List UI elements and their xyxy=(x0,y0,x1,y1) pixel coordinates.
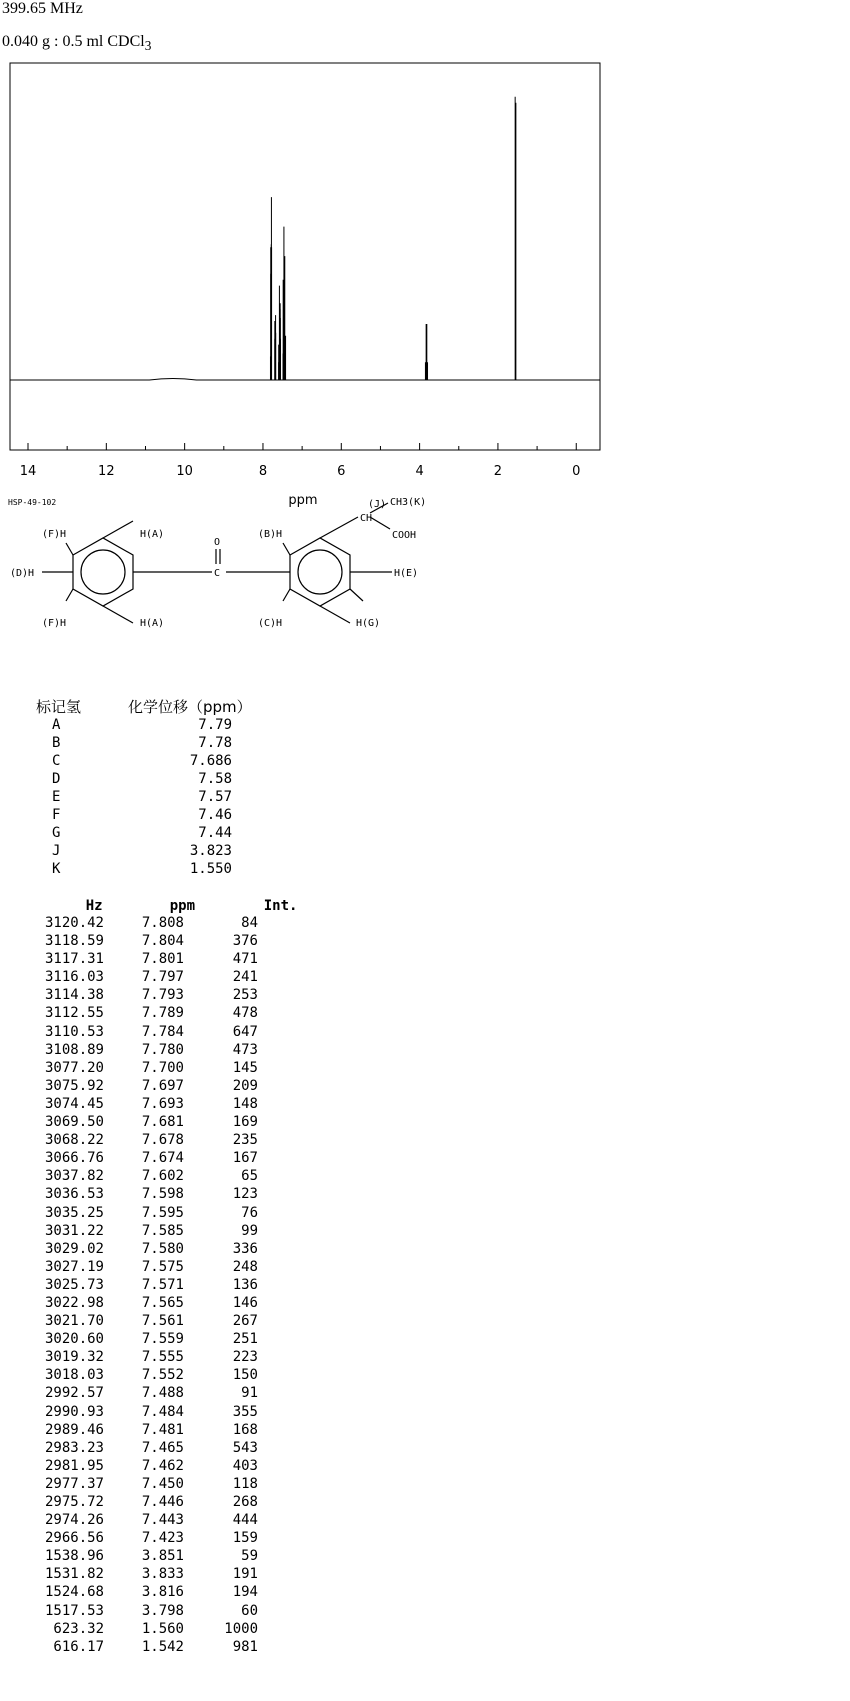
peak-hz: 3020.60 xyxy=(44,1331,104,1348)
peak-ppm: 7.697 xyxy=(141,1077,184,1094)
assignment-label: B xyxy=(52,735,61,751)
peak-ppm: 7.808 xyxy=(141,915,184,931)
peak-ppm: 7.595 xyxy=(141,1204,184,1221)
peak-hz: 2989.46 xyxy=(44,1421,104,1438)
bond xyxy=(66,543,73,555)
label-C: C xyxy=(214,568,221,579)
peak-int: 267 xyxy=(232,1313,258,1330)
peak-hz: 616.17 xyxy=(53,1638,104,1655)
assignment-row xyxy=(36,770,252,788)
peak-int: 248 xyxy=(232,1258,258,1275)
peak-list-table xyxy=(30,882,320,1656)
assignment-header xyxy=(36,696,252,716)
peak-int: 209 xyxy=(232,1077,258,1094)
peak-ppm: 1.542 xyxy=(141,1638,184,1655)
peak-ppm: 7.555 xyxy=(141,1349,184,1366)
bond xyxy=(103,606,133,623)
nmr-spectrum-chart xyxy=(0,60,620,510)
peak-ppm: 7.789 xyxy=(141,1005,184,1022)
peak-hz: 3036.53 xyxy=(44,1186,104,1203)
peak-hz: 3069.50 xyxy=(44,1114,104,1131)
peak-int: 84 xyxy=(241,915,258,931)
peak-int: 145 xyxy=(232,1059,258,1076)
assignment-label: C xyxy=(52,753,61,769)
sample-id: HSP-49-102 xyxy=(8,498,57,507)
peak-hz: 3025.73 xyxy=(44,1276,104,1293)
peak-row xyxy=(30,1475,320,1493)
peak-ppm: 7.484 xyxy=(141,1403,184,1420)
right-ring-circle xyxy=(298,550,342,594)
peak-hz: 3108.89 xyxy=(44,1041,104,1058)
peak-row xyxy=(30,1547,320,1565)
peak-ppm: 7.488 xyxy=(141,1385,184,1402)
peak-int: 167 xyxy=(232,1150,258,1167)
peak-hz: 3112.55 xyxy=(44,1005,104,1022)
peak-row xyxy=(30,1439,320,1457)
peak-row xyxy=(30,1095,320,1113)
peak-row xyxy=(30,986,320,1004)
peak-ppm: 7.580 xyxy=(141,1240,184,1257)
peak-row xyxy=(30,1167,320,1185)
label-C-ring: (C)H xyxy=(258,618,283,629)
peak-row xyxy=(30,1330,320,1348)
bond xyxy=(350,589,363,601)
peak-ppm: 7.700 xyxy=(141,1059,184,1076)
label-F-top: (F)H xyxy=(42,529,67,540)
peak-row xyxy=(30,914,320,932)
peak-int: 59 xyxy=(241,1548,258,1565)
peak-hz: 3035.25 xyxy=(44,1204,104,1221)
peak-row xyxy=(30,1403,320,1421)
bond xyxy=(283,543,290,555)
peak-int: 336 xyxy=(232,1240,258,1257)
assignment-shift: 3.823 xyxy=(189,843,232,859)
peak-ppm: 7.565 xyxy=(141,1294,184,1311)
peak-ppm: 7.674 xyxy=(141,1150,184,1167)
bond xyxy=(320,606,350,623)
header-int: Int. xyxy=(263,898,298,914)
peak-hz: 2983.23 xyxy=(44,1439,104,1456)
assignment-label: D xyxy=(52,771,61,787)
peak-int: 241 xyxy=(232,969,258,986)
assignment-shift: 7.57 xyxy=(198,789,232,805)
x-tick-label: 12 xyxy=(98,464,115,479)
peak-row xyxy=(30,1529,320,1547)
peak-int: 253 xyxy=(232,987,258,1004)
peak-hz: 3022.98 xyxy=(44,1294,104,1311)
peak-hz: 3068.22 xyxy=(44,1132,104,1149)
spectrometer-frequency: 399.65 MHz xyxy=(2,0,83,17)
peak-row xyxy=(30,1077,320,1095)
x-tick-label: 6 xyxy=(337,464,346,479)
peak-ppm: 7.552 xyxy=(141,1367,184,1384)
peak-row xyxy=(30,1421,320,1439)
label-CH3-K: CH3(K) xyxy=(390,497,427,508)
peak-int: 169 xyxy=(232,1114,258,1131)
peak-hz: 3066.76 xyxy=(44,1150,104,1167)
assignment-label: A xyxy=(52,717,61,733)
x-tick-label: 4 xyxy=(415,464,424,479)
peak-row xyxy=(30,1004,320,1022)
peak-ppm: 7.465 xyxy=(141,1439,184,1456)
assignment-label: G xyxy=(52,825,61,841)
peak-ppm: 7.450 xyxy=(141,1475,184,1492)
peak-int: 647 xyxy=(232,1023,258,1040)
assignment-label: K xyxy=(52,861,61,877)
left-benzene-ring xyxy=(73,538,133,606)
peak-ppm: 7.797 xyxy=(141,969,184,986)
peak-row xyxy=(30,1131,320,1149)
peak-hz: 3117.31 xyxy=(44,951,104,968)
header-label: 标记氢 xyxy=(36,698,82,716)
peak-hz: 3116.03 xyxy=(44,969,104,986)
peak-int: 65 xyxy=(241,1168,258,1185)
assignment-row xyxy=(36,842,252,860)
peak-int: 76 xyxy=(241,1204,258,1221)
peak-hz: 2977.37 xyxy=(44,1475,104,1492)
assignment-shift: 7.78 xyxy=(198,735,232,751)
peak-ppm: 7.681 xyxy=(141,1114,184,1131)
peak-hz: 1538.96 xyxy=(44,1548,104,1565)
sample-concentration-text: 0.040 g : 0.5 ml CDCl xyxy=(2,33,145,50)
bond xyxy=(320,517,358,538)
peak-int: 543 xyxy=(232,1439,258,1456)
peak-hz: 2975.72 xyxy=(44,1494,104,1510)
assignment-label: F xyxy=(52,807,61,823)
peak-ppm: 1.560 xyxy=(141,1620,184,1637)
label-F-bottom: (F)H xyxy=(42,618,67,629)
peak-row xyxy=(30,1348,320,1366)
peak-row xyxy=(30,1294,320,1312)
peak-row xyxy=(30,1583,320,1601)
peak-int: 355 xyxy=(232,1403,258,1420)
label-G: H(G) xyxy=(356,618,381,629)
peak-ppm: 7.481 xyxy=(141,1421,184,1438)
bond xyxy=(283,589,290,601)
peak-ppm: 7.693 xyxy=(141,1095,184,1112)
label-A-bottom: H(A) xyxy=(140,618,165,629)
peak-ppm: 7.559 xyxy=(141,1331,184,1348)
assignment-shift: 7.46 xyxy=(198,807,232,823)
peak-hz: 3120.42 xyxy=(44,915,104,931)
assignment-shift: 7.44 xyxy=(198,825,232,841)
peak-int: 478 xyxy=(232,1005,258,1022)
left-ring-circle xyxy=(81,550,125,594)
peak-row xyxy=(30,1222,320,1240)
peak-hz: 3074.45 xyxy=(44,1095,104,1112)
peak-int: 403 xyxy=(232,1457,258,1474)
peak-hz: 1531.82 xyxy=(44,1566,104,1583)
peak-rows xyxy=(30,914,320,1656)
peak-hz: 2966.56 xyxy=(44,1530,104,1547)
peak-ppm: 7.793 xyxy=(141,987,184,1004)
peak-hz: 2974.26 xyxy=(44,1512,104,1529)
peak-int: 159 xyxy=(232,1530,258,1547)
peak-ppm: 7.602 xyxy=(141,1168,184,1185)
assignment-label: E xyxy=(52,789,61,805)
peak-int: 136 xyxy=(232,1276,258,1293)
label-E: H(E) xyxy=(394,568,419,579)
peak-row xyxy=(30,1113,320,1131)
label-D: (D)H xyxy=(10,568,35,579)
assignment-row xyxy=(36,824,252,842)
peak-hz: 2992.57 xyxy=(44,1385,104,1402)
peak-row xyxy=(30,950,320,968)
assignment-shift: 7.686 xyxy=(189,753,232,769)
peak-ppm: 7.784 xyxy=(141,1023,184,1040)
peak-hz: 3027.19 xyxy=(44,1258,104,1275)
peak-int: 99 xyxy=(241,1222,258,1239)
label-COOH: COOH xyxy=(392,530,417,541)
x-tick-label: 10 xyxy=(176,464,193,479)
peak-hz: 3019.32 xyxy=(44,1349,104,1366)
peak-row xyxy=(30,1384,320,1402)
assignment-row xyxy=(36,860,252,878)
sample-concentration xyxy=(2,33,151,54)
peak-ppm: 7.598 xyxy=(141,1186,184,1203)
bond xyxy=(370,517,390,529)
peak-row xyxy=(30,1041,320,1059)
peak-ppm: 7.571 xyxy=(141,1276,184,1293)
peak-row xyxy=(30,1638,320,1656)
x-tick-label: 0 xyxy=(572,464,581,479)
peak-row xyxy=(30,968,320,986)
assignment-label: J xyxy=(52,843,61,859)
peak-row xyxy=(30,1620,320,1638)
peak-row xyxy=(30,1059,320,1077)
assignment-rows xyxy=(36,716,252,878)
assignment-row xyxy=(36,806,252,824)
assignment-row xyxy=(36,788,252,806)
peak-int: 191 xyxy=(232,1566,258,1583)
peak-hz: 3021.70 xyxy=(44,1313,104,1330)
peak-int: 376 xyxy=(232,933,258,950)
peak-row xyxy=(30,1565,320,1583)
peak-hz: 2990.93 xyxy=(44,1403,104,1420)
header-hz: Hz xyxy=(85,898,103,914)
peak-hz: 3110.53 xyxy=(44,1023,104,1040)
assignment-row xyxy=(36,716,252,734)
x-axis-ticks xyxy=(28,443,576,450)
peak-int: 150 xyxy=(232,1367,258,1384)
peak-ppm: 7.585 xyxy=(141,1222,184,1239)
peak-int: 268 xyxy=(232,1494,258,1510)
header-ppm: ppm xyxy=(169,898,196,914)
peak-row xyxy=(30,932,320,950)
peak-row xyxy=(30,1493,320,1511)
peak-hz: 3029.02 xyxy=(44,1240,104,1257)
peak-row xyxy=(30,1276,320,1294)
peak-hz: 3077.20 xyxy=(44,1059,104,1076)
peak-hz: 3118.59 xyxy=(44,933,104,950)
peak-row xyxy=(30,1366,320,1384)
x-tick-label: 2 xyxy=(493,464,503,479)
label-CH: CH xyxy=(360,513,373,524)
peak-int: 471 xyxy=(232,951,258,968)
peak-int: 235 xyxy=(232,1132,258,1149)
peak-hz: 3114.38 xyxy=(44,987,104,1004)
peak-int: 473 xyxy=(232,1041,258,1058)
peak-row xyxy=(30,1185,320,1203)
peak-hz: 1524.68 xyxy=(44,1584,104,1601)
peak-row xyxy=(30,1240,320,1258)
peak-ppm: 7.801 xyxy=(141,951,184,968)
assignment-shift: 7.79 xyxy=(198,717,232,733)
x-axis-tick-labels xyxy=(20,464,581,479)
peak-row xyxy=(30,1602,320,1620)
assignment-row xyxy=(36,752,252,770)
peak-int: 223 xyxy=(232,1349,258,1366)
label-O: O xyxy=(214,537,221,548)
x-axis-label: ppm xyxy=(288,493,318,508)
shift-assignment-table xyxy=(36,696,252,878)
peak-int: 91 xyxy=(241,1385,258,1402)
peak-int: 1000 xyxy=(224,1620,258,1637)
peak-hz: 2981.95 xyxy=(44,1457,104,1474)
peak-int: 146 xyxy=(232,1294,258,1311)
peak-int: 444 xyxy=(232,1512,258,1529)
label-B: (B)H xyxy=(258,529,283,540)
peak-ppm: 7.446 xyxy=(141,1494,184,1510)
peak-ppm: 7.443 xyxy=(141,1512,184,1529)
peak-table-header xyxy=(30,882,320,914)
peak-ppm: 7.678 xyxy=(141,1132,184,1149)
peak-ppm: 3.816 xyxy=(141,1584,184,1601)
peak-row xyxy=(30,1204,320,1222)
peak-row xyxy=(30,1511,320,1529)
peak-int: 148 xyxy=(232,1095,258,1112)
peak-int: 981 xyxy=(232,1638,258,1655)
x-tick-label: 8 xyxy=(258,464,268,479)
peak-ppm: 7.575 xyxy=(141,1258,184,1275)
peak-ppm: 7.423 xyxy=(141,1530,184,1547)
peak-hz: 1517.53 xyxy=(44,1602,104,1619)
peak-int: 251 xyxy=(232,1331,258,1348)
peak-hz: 623.32 xyxy=(53,1620,104,1637)
peak-hz: 3031.22 xyxy=(44,1222,104,1239)
peak-ppm: 7.780 xyxy=(141,1041,184,1058)
assignment-row xyxy=(36,734,252,752)
peak-row xyxy=(30,1312,320,1330)
peak-row xyxy=(30,1457,320,1475)
right-benzene-ring xyxy=(290,538,350,606)
header-shift: 化学位移（ppm） xyxy=(128,698,252,716)
peak-int: 168 xyxy=(232,1421,258,1438)
label-J: (J) xyxy=(368,499,387,510)
peak-hz: 3075.92 xyxy=(44,1077,104,1094)
peak-ppm: 7.804 xyxy=(141,933,184,950)
label-A-top: H(A) xyxy=(140,529,165,540)
peak-ppm: 7.561 xyxy=(141,1313,184,1330)
peak-int: 118 xyxy=(232,1475,258,1492)
assignment-shift: 7.58 xyxy=(198,771,232,787)
peak-int: 194 xyxy=(232,1584,258,1601)
spectrum-trace xyxy=(10,97,600,380)
peak-ppm: 7.462 xyxy=(141,1457,184,1474)
bond xyxy=(103,521,133,538)
peak-row xyxy=(30,1149,320,1167)
peak-row xyxy=(30,1258,320,1276)
peak-int: 60 xyxy=(241,1602,258,1619)
peak-hz: 3037.82 xyxy=(44,1168,104,1185)
peak-hz: 3018.03 xyxy=(44,1367,104,1384)
bond xyxy=(66,589,73,601)
peak-int: 123 xyxy=(232,1186,258,1203)
peak-ppm: 3.798 xyxy=(141,1602,184,1619)
peak-ppm: 3.851 xyxy=(141,1548,184,1565)
plot-frame xyxy=(10,63,600,450)
peak-ppm: 3.833 xyxy=(141,1566,184,1583)
sample-subscript: 3 xyxy=(144,38,152,54)
peak-row xyxy=(30,1023,320,1041)
assignment-shift: 1.550 xyxy=(189,861,232,877)
x-tick-label: 14 xyxy=(19,464,37,479)
